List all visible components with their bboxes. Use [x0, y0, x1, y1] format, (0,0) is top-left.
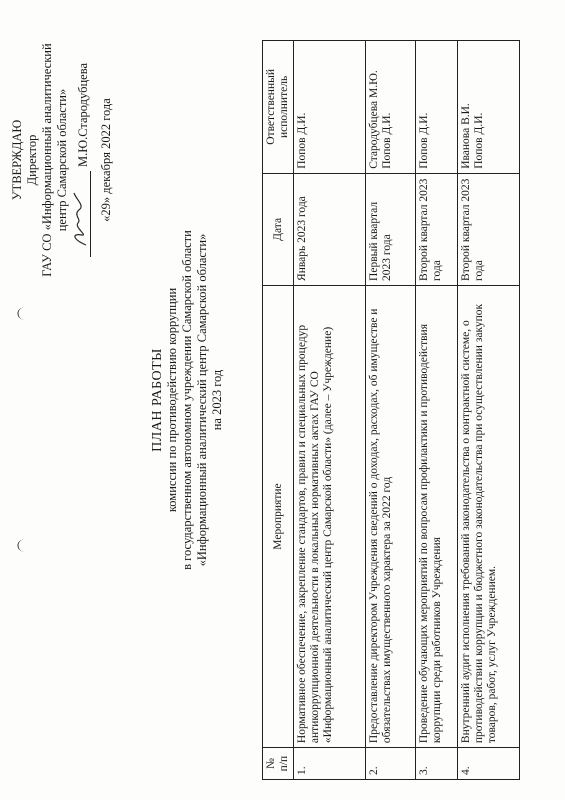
signature-line — [74, 171, 91, 257]
punch-hole-mark — [18, 308, 31, 320]
responsible-name: Стародубцева М.Ю. — [368, 70, 380, 169]
document-title-block — [150, 220, 225, 580]
table-row — [416, 41, 458, 780]
row-activity: Предоставление директором Учреждения сведений о доходах, расходах, об имуществе и обязательствах имущественного характера за 2022 год — [366, 285, 416, 747]
header-responsible — [263, 41, 294, 174]
signature-row — [74, 25, 91, 295]
approval-block — [10, 25, 114, 295]
header-responsible-line1: Ответственный — [265, 69, 277, 145]
row-activity: Нормативное обеспечение, закрепление стандартов, правил и специальных процедур антикоррупционной деятельности в локальных нормативных актах ГАУ СО «Информационный аналитический центр Самарской области» (далее – Учреждение) — [294, 285, 366, 747]
row-number: 4. — [458, 748, 520, 780]
row-responsible — [366, 41, 416, 174]
row-date: Второй квартал 2023 года — [416, 173, 458, 285]
row-number: 2. — [366, 748, 416, 780]
table-row — [294, 41, 366, 780]
approval-position: Директор — [25, 134, 39, 186]
responsible-name: Иванова В.И. — [460, 103, 472, 169]
table-row — [366, 41, 416, 780]
header-date: Дата — [263, 173, 294, 285]
title-line1: комиссии по противодействию коррупции — [165, 287, 179, 513]
header-number-line2: п/п — [278, 755, 290, 772]
row-activity: Внутренний аудит исполнения требований законодательства о контрактной системе, о противодействии коррупции и бюджетного законодательства при осуществлении закупок товаров, работ, услуг Учреждением. — [458, 285, 520, 747]
header-number — [263, 748, 294, 780]
header-activity: Мероприятие — [263, 285, 294, 747]
approval-org-line1: ГАУ СО «Информационный аналитический — [40, 43, 54, 277]
handwritten-signature — [68, 189, 92, 249]
approval-org-line2: центр Самарской области» — [55, 88, 69, 232]
title-line4: на 2023 год — [210, 369, 224, 431]
responsible-name: Попов Д.И. — [418, 112, 430, 169]
signer-name: М.Ю.Стародубцева — [76, 62, 90, 168]
row-responsible — [416, 41, 458, 174]
punch-hole-mark — [18, 540, 31, 552]
work-plan-table — [262, 40, 520, 780]
row-date: Первый квартал 2023 года — [366, 173, 416, 285]
responsible-name: Попов Д.И. — [296, 112, 308, 169]
title-line3: «Информационный аналитический центр Самарской области» — [195, 233, 209, 567]
header-responsible-line2: исполнитель — [278, 75, 290, 138]
row-date: Январь 2023 года — [294, 173, 366, 285]
row-number: 1. — [294, 748, 366, 780]
row-date: Второй квартал 2023 года — [458, 173, 520, 285]
table-header-row — [263, 41, 294, 780]
approval-caption: УТВЕРЖДАЮ — [10, 119, 24, 201]
title-line2: в государственном автономном учреждении Самарской области — [180, 230, 194, 570]
approval-date: «29» декабря 2022 года — [99, 98, 113, 222]
document-heading: ПЛАН РАБОТЫ — [150, 348, 165, 452]
responsible-name: Попов Д.И. — [473, 112, 485, 169]
row-number: 3. — [416, 748, 458, 780]
header-number-line1: № — [265, 758, 277, 770]
row-activity: Проведение обучающих мероприятий по вопросам профилактики и противодействия коррупции среди работников Учреждения — [416, 285, 458, 747]
table-row — [458, 41, 520, 780]
row-responsible — [294, 41, 366, 174]
responsible-name: Попов Д.И. — [381, 112, 393, 169]
row-responsible — [458, 41, 520, 174]
